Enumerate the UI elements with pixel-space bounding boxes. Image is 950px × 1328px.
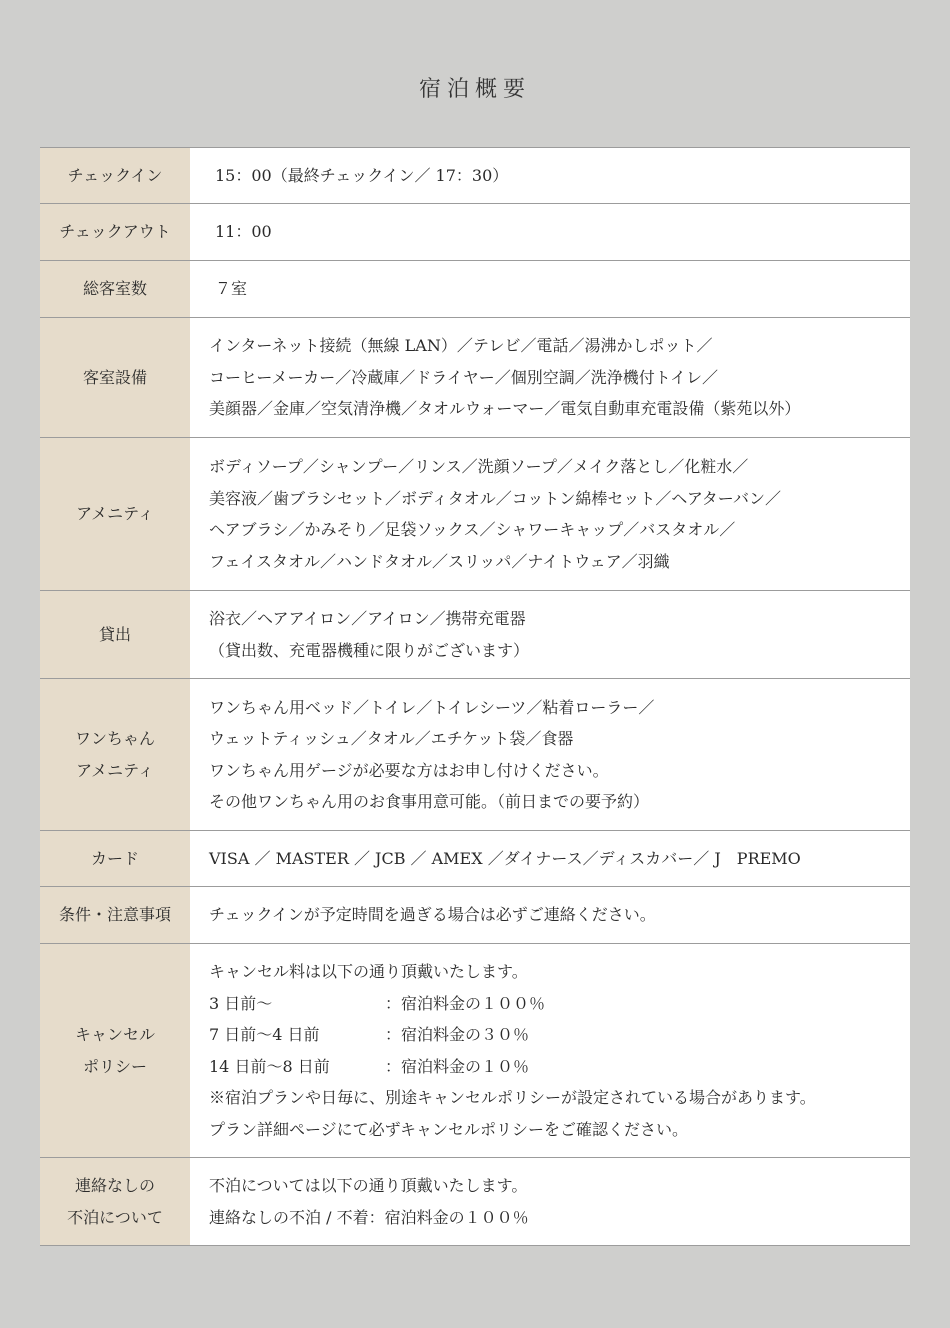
label-dog-amenities: [40, 679, 190, 830]
label-facilities: 客室設備: [40, 318, 190, 437]
row-rooms: [40, 261, 910, 318]
cancel-term-row: [209, 1051, 892, 1083]
label-rental: 貸出: [40, 591, 190, 678]
label-line: ポリシー: [82, 1056, 147, 1076]
label-line: 不泊について: [67, 1207, 163, 1227]
cancel-fee: ：宿泊料金の１０％: [385, 1056, 530, 1076]
row-conditions: [40, 887, 910, 944]
row-amenities: [40, 438, 910, 591]
dog-line: その他ワンちゃん用のお食事用意可能。（前日までの要予約）: [209, 792, 650, 811]
cancel-note: プラン詳細ページにて必ずキャンセルポリシーをご確認ください。: [209, 1119, 689, 1139]
value-conditions: チェックインが予定時間を過ぎる場合は必ずご連絡ください。: [190, 887, 910, 943]
value-rooms: ７室: [190, 261, 910, 317]
value-noshow: [190, 1158, 910, 1245]
value-rental: [190, 591, 910, 678]
row-dog-amenities: [40, 679, 910, 831]
row-rental: [40, 591, 910, 679]
label-card: カード: [40, 831, 190, 886]
label-rooms: 総客室数: [40, 261, 190, 317]
row-card: [40, 831, 910, 887]
amenities-line: フェイスタオル／ハンドタオル／スリッパ／ナイトウェア／羽織: [209, 551, 670, 571]
facilities-line: 美顔器／金庫／空気清浄機／タオルウォーマー／電気自動車充電設備（紫苑以外）: [209, 399, 801, 419]
value-facilities: [190, 318, 910, 437]
cancel-fee: ：宿泊料金の３０％: [385, 1025, 530, 1044]
noshow-line: 不泊については以下の通り頂戴いたします。: [209, 1176, 528, 1195]
label-line: キャンセル: [74, 1024, 155, 1044]
value-cancel-policy: [190, 944, 910, 1157]
dog-line: ウェットティッシュ／タオル／エチケット袋／食器: [209, 729, 574, 748]
cancel-term: 14 日前～8 日前: [209, 1056, 330, 1076]
cancel-fee: ：宿泊料金の１００％: [385, 993, 546, 1013]
label-line: アメニティ: [76, 760, 154, 780]
rental-line: 浴衣／ヘアアイロン／アイロン／携帯充電器: [209, 609, 526, 628]
label-checkin: チェックイン: [40, 148, 190, 203]
label-noshow: [40, 1158, 190, 1245]
dog-line: ワンちゃん用ベッド／トイレ／トイレシーツ／粘着ローラー／: [209, 697, 655, 717]
overview-table: [40, 147, 910, 1246]
label-checkout: チェックアウト: [40, 204, 190, 260]
value-card: VISA ／ MASTER ／ JCB ／ AMEX ／ダイナース／ディスカバー／ J PREMO: [190, 831, 910, 886]
cancel-term-row: [209, 988, 892, 1020]
cancel-term-row: [209, 1019, 892, 1051]
cancel-intro: キャンセル料は以下の通り頂戴いたします。: [209, 962, 528, 981]
dog-line: ワンちゃん用ゲージが必要な方はお申し付けください。: [209, 760, 609, 780]
value-amenities: [190, 438, 910, 590]
row-checkout: [40, 204, 910, 261]
label-amenities: アメニティ: [40, 438, 190, 590]
row-facilities: [40, 318, 910, 438]
facilities-line: インターネット接続（無線 LAN）／テレビ／電話／湯沸かしポット／: [209, 336, 713, 356]
label-line: ワンちゃん: [74, 728, 155, 748]
value-checkout: 11：00: [190, 204, 910, 260]
amenities-line: 美容液／歯ブラシセット／ボディタオル／コットン綿棒セット／ヘアターバン／: [209, 488, 782, 508]
row-noshow: [40, 1158, 910, 1246]
value-dog-amenities: [190, 679, 910, 830]
noshow-line: 連絡なしの不泊 / 不着：宿泊料金の１００％: [209, 1207, 529, 1227]
value-checkin: 15：00（最終チェックイン／ 17：30）: [190, 148, 910, 203]
label-line: 連絡なしの: [74, 1175, 155, 1195]
row-checkin: [40, 148, 910, 204]
label-cancel-policy: [40, 944, 190, 1157]
cancel-term: 7 日前～4 日前: [209, 1025, 320, 1044]
row-cancel-policy: [40, 944, 910, 1158]
cancel-note: ※宿泊プランや日毎に、別途キャンセルポリシーが設定されている場合があります。: [209, 1088, 816, 1107]
facilities-line: コーヒーメーカー／冷蔵庫／ドライヤー／個別空調／洗浄機付トイレ／: [209, 367, 718, 387]
page-title: 宿泊概要: [418, 77, 531, 102]
cancel-term: 3 日前～: [209, 993, 273, 1013]
label-conditions: 条件・注意事項: [40, 887, 190, 943]
rental-line: （貸出数、充電器機種に限りがございます）: [209, 640, 530, 660]
amenities-line: ヘアブラシ／かみそり／足袋ソックス／シャワーキャップ／バスタオル／: [209, 520, 736, 539]
amenities-line: ボディソープ／シャンプー／リンス／洗顔ソープ／メイク落とし／化粧水／: [209, 457, 749, 476]
